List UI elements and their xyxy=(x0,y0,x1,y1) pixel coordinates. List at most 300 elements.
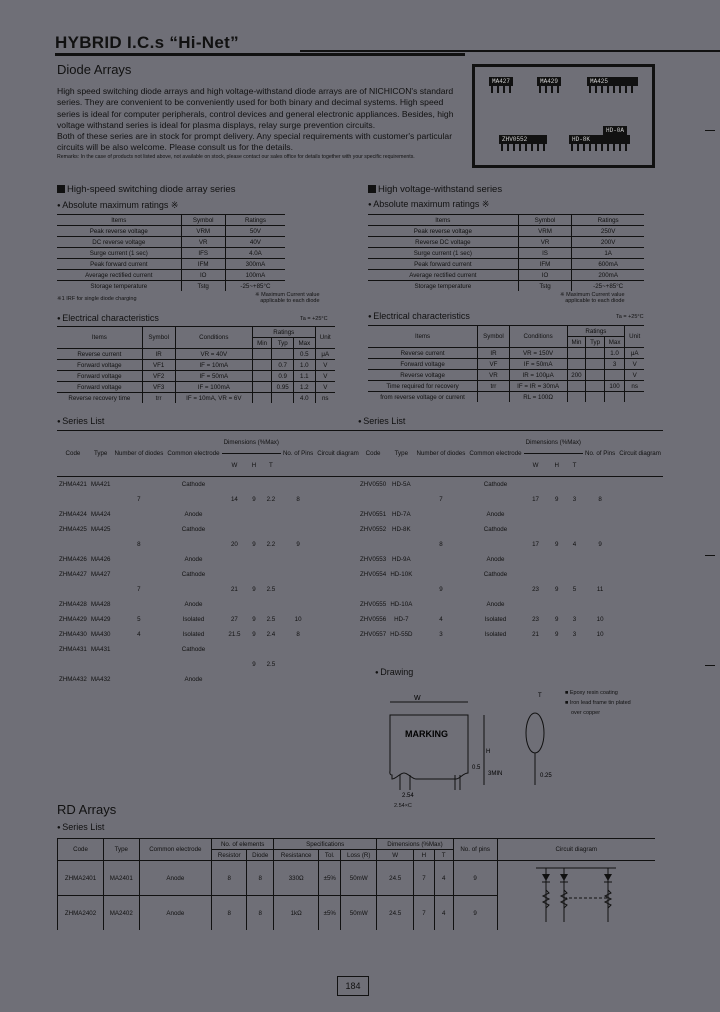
table-cell xyxy=(281,522,315,537)
table-cell xyxy=(524,597,548,612)
table-cell: 3 xyxy=(572,631,577,638)
table-cell xyxy=(247,507,261,522)
table-row xyxy=(57,281,285,292)
chip-image: ZHV0552 xyxy=(499,135,547,144)
table-row xyxy=(358,627,663,642)
table-cell: VF1 xyxy=(142,360,175,371)
table-cell: Reverse recovery time xyxy=(57,393,142,404)
table-cell: Time required for recovery xyxy=(368,381,478,392)
title-rule xyxy=(55,53,465,56)
table-cell xyxy=(388,582,414,597)
table-cell: Circuit diagram xyxy=(497,839,655,861)
table-cell: V xyxy=(315,371,335,382)
table-cell: Common electrode xyxy=(165,431,221,477)
table-row xyxy=(358,567,663,582)
table-cell: T xyxy=(261,454,281,477)
table-cell: IR xyxy=(478,348,510,359)
table-cell: Items xyxy=(57,327,142,349)
table-cell: 10 xyxy=(596,631,604,638)
table-cell: IS xyxy=(518,248,572,259)
table-cell: MA431 xyxy=(90,646,111,653)
table-cell: Reverse DC voltage xyxy=(368,237,518,248)
chip-image: HD-8K xyxy=(569,135,630,144)
table-cell: H xyxy=(547,454,566,477)
table-cell: Peak reverse voltage xyxy=(57,226,181,237)
table-cell: 23 xyxy=(532,616,539,623)
chip-image: MA425 xyxy=(587,77,638,86)
table-cell: 8 xyxy=(598,496,602,503)
table-cell: 23 xyxy=(532,586,539,593)
table-cell: Anode xyxy=(184,511,203,518)
hs-series-title: ● Series List xyxy=(57,416,104,426)
table-cell xyxy=(247,672,261,687)
table-cell xyxy=(617,537,663,552)
table-row xyxy=(358,431,663,454)
table-cell xyxy=(315,642,361,657)
table-cell: Ratings xyxy=(572,215,644,226)
table-cell: 9 xyxy=(252,661,256,668)
table-cell xyxy=(583,522,617,537)
table-cell: Unit xyxy=(315,327,335,349)
table-cell: Min xyxy=(567,337,586,348)
table-row xyxy=(57,537,361,552)
table-cell xyxy=(89,537,113,552)
table-cell: IR = 100μA xyxy=(509,370,567,381)
table-cell: 330Ω xyxy=(274,861,319,896)
table-cell xyxy=(567,392,586,403)
rd-circuit-diagram xyxy=(497,861,655,931)
table-cell: Symbol xyxy=(142,327,175,349)
table-cell: Type xyxy=(89,431,113,477)
table-row xyxy=(358,612,663,627)
table-cell: 600mA xyxy=(572,259,644,270)
hs-abs-title: ● Absolute maximum ratings ※ xyxy=(57,200,178,211)
table-cell xyxy=(57,537,89,552)
hs-series-table xyxy=(57,430,361,687)
table-row xyxy=(57,477,361,493)
table-cell: Ratings xyxy=(225,215,285,226)
table-cell: T xyxy=(566,454,583,477)
table-cell: Cathode xyxy=(483,481,508,488)
table-cell xyxy=(247,522,261,537)
marking-label: MARKING xyxy=(405,729,448,739)
table-row xyxy=(57,327,335,338)
dim-t: T xyxy=(538,693,542,699)
table-row xyxy=(358,537,663,552)
table-cell: Anode xyxy=(486,556,505,563)
table-cell xyxy=(57,492,89,507)
table-cell xyxy=(583,477,617,493)
table-cell xyxy=(222,552,248,567)
table-cell xyxy=(222,672,248,687)
margin-mark xyxy=(705,665,715,666)
table-cell: Common electrode xyxy=(467,431,523,477)
table-cell: ZHMA2401 xyxy=(58,861,104,896)
table-cell xyxy=(547,552,566,567)
table-row xyxy=(57,672,361,687)
table-cell: MA426 xyxy=(90,556,111,563)
table-cell xyxy=(253,382,272,393)
table-cell: 9 xyxy=(296,541,300,548)
table-cell: 3 xyxy=(572,496,577,503)
table-cell: ns xyxy=(315,393,335,404)
table-cell: Resistance xyxy=(274,850,319,861)
table-row xyxy=(57,248,285,259)
table-cell: H xyxy=(247,454,261,477)
table-cell xyxy=(261,642,281,657)
table-cell xyxy=(583,597,617,612)
chip-label: HD-0A xyxy=(603,126,627,135)
table-cell: Number of diodes xyxy=(415,431,468,477)
table-cell xyxy=(112,672,165,687)
table-cell xyxy=(89,657,113,672)
table-cell: 100 xyxy=(604,381,625,392)
table-cell: 8 xyxy=(212,896,247,931)
table-cell xyxy=(222,642,248,657)
table-cell: Anode xyxy=(486,601,505,608)
table-cell: Cathode xyxy=(181,526,206,533)
table-cell: IF = IR = 30mA xyxy=(509,381,567,392)
table-cell xyxy=(315,507,361,522)
table-cell xyxy=(261,567,281,582)
table-cell xyxy=(566,597,583,612)
table-cell: 8 xyxy=(296,631,300,638)
table-row xyxy=(57,642,361,657)
table-cell xyxy=(566,507,583,522)
table-cell: 200mA xyxy=(572,270,644,281)
table-cell xyxy=(586,381,604,392)
table-cell: Isolated xyxy=(484,631,507,638)
table-cell: 24.5 xyxy=(377,861,414,896)
table-cell: ZHV0550 xyxy=(360,481,387,488)
table-cell: 10 xyxy=(294,616,302,623)
table-cell: Average rectified current xyxy=(368,270,518,281)
table-cell: 8 xyxy=(247,896,274,931)
table-cell: trr xyxy=(478,381,510,392)
table-row xyxy=(368,326,644,337)
page-title: HYBRID I.C.s “Hi-Net” xyxy=(55,33,239,52)
note-line: ※ Maximum Current value xyxy=(560,292,625,298)
table-cell xyxy=(617,567,663,582)
table-cell: Cathode xyxy=(483,526,508,533)
table-row xyxy=(358,492,663,507)
table-row xyxy=(57,393,335,404)
table-cell: Reverse current xyxy=(368,348,478,359)
table-cell xyxy=(247,477,261,493)
table-cell: 250V xyxy=(572,226,644,237)
table-row xyxy=(57,582,361,597)
table-cell: V xyxy=(315,382,335,393)
table-cell: ZHMA426 xyxy=(59,556,87,563)
table-cell: ZHV0553 xyxy=(360,556,387,563)
table-cell xyxy=(253,349,272,360)
table-cell: Type xyxy=(388,431,414,477)
table-cell xyxy=(617,612,663,627)
table-cell xyxy=(315,492,361,507)
table-cell: μA xyxy=(315,349,335,360)
table-cell: Storage temperature xyxy=(57,281,181,292)
table-cell xyxy=(586,359,604,370)
drawing-note: over copper xyxy=(571,710,601,716)
table-cell: W xyxy=(524,454,548,477)
table-cell xyxy=(165,582,221,597)
table-row xyxy=(57,492,361,507)
table-cell: VRM xyxy=(518,226,572,237)
intro-paragraph-1: High speed switching diode arrays and high voltage-withstand diode arrays are of NICHICON's standard series. They are convenient to be conveniently used for both binary and decimal systems. High speed series is ideal for computer peripherals, control devices and general electronic appliances. Besides, high voltage withstand series is ideal for plasma displays, relay surge prevention circuits. xyxy=(57,86,454,130)
table-cell: Anode xyxy=(139,896,212,931)
table-cell xyxy=(524,522,548,537)
table-cell: HD-9A xyxy=(392,556,411,563)
table-cell: Cathode xyxy=(181,571,206,578)
table-cell: Dimensions (%Max) xyxy=(524,431,583,454)
table-cell: 4 xyxy=(137,631,141,638)
table-cell: 2.2 xyxy=(266,496,276,503)
table-cell: Average rectified current xyxy=(57,270,181,281)
title-rule-right xyxy=(300,50,720,52)
table-cell: 7 xyxy=(414,861,435,896)
table-cell: ZHMA424 xyxy=(59,511,87,518)
table-cell: MA429 xyxy=(90,616,111,623)
table-cell: 7 xyxy=(137,586,141,593)
table-row xyxy=(57,431,361,454)
table-row xyxy=(57,657,361,672)
hv-elec-title: ● Electrical characteristics xyxy=(368,311,470,321)
table-cell xyxy=(617,627,663,642)
table-cell xyxy=(315,657,361,672)
table-row xyxy=(57,349,335,360)
table-cell: 8 xyxy=(296,496,300,503)
table-cell: 9 xyxy=(554,496,559,503)
hv-elec-cond: Ta = +25°C xyxy=(616,314,644,320)
table-cell xyxy=(247,552,261,567)
table-cell: ZHMA432 xyxy=(59,676,87,683)
table-cell: 2.5 xyxy=(266,616,276,623)
table-cell: Surge current (1 sec) xyxy=(368,248,518,259)
table-cell xyxy=(261,552,281,567)
table-row xyxy=(368,370,644,381)
table-cell: Anode xyxy=(184,601,203,608)
table-row xyxy=(57,382,335,393)
table-cell xyxy=(261,507,281,522)
table-row xyxy=(358,597,663,612)
table-cell: V xyxy=(625,359,644,370)
table-cell: 1.0 xyxy=(604,348,625,359)
table-cell xyxy=(566,552,583,567)
table-cell: Anode xyxy=(139,861,212,896)
table-row xyxy=(358,477,663,493)
table-cell xyxy=(547,597,566,612)
table-cell xyxy=(358,492,388,507)
table-cell xyxy=(617,492,663,507)
table-cell: Tstg xyxy=(518,281,572,292)
table-cell: IFM xyxy=(181,259,225,270)
table-cell xyxy=(57,582,89,597)
table-cell xyxy=(617,582,663,597)
table-cell: ns xyxy=(625,381,644,392)
table-cell: 0.9 xyxy=(272,371,294,382)
table-cell xyxy=(281,552,315,567)
table-cell xyxy=(524,507,548,522)
table-cell: No. of Pins xyxy=(583,431,617,477)
table-cell xyxy=(315,627,361,642)
table-cell: Symbol xyxy=(518,215,572,226)
table-cell xyxy=(253,371,272,382)
table-cell: 4 xyxy=(434,861,453,896)
hs-elec-cond: Ta = +25°C xyxy=(300,316,328,322)
table-cell: 3 xyxy=(604,359,625,370)
table-cell xyxy=(547,522,566,537)
table-cell: Code xyxy=(358,431,388,477)
table-cell: Tol. xyxy=(319,850,341,861)
table-cell: RL = 100Ω xyxy=(509,392,567,403)
note-line: applicable to each diode xyxy=(260,298,320,304)
table-cell: ZHV0552 xyxy=(360,526,387,533)
table-cell: Loss (R) xyxy=(341,850,377,861)
table-cell: VF2 xyxy=(142,371,175,382)
table-cell: V xyxy=(315,360,335,371)
table-cell xyxy=(315,522,361,537)
table-row xyxy=(57,259,285,270)
table-row xyxy=(57,612,361,627)
hs-abs-table xyxy=(57,214,285,291)
table-cell: No. of pins xyxy=(453,839,497,861)
table-cell: DC reverse voltage xyxy=(57,237,181,248)
table-cell xyxy=(547,567,566,582)
table-cell: ZHMA2402 xyxy=(58,896,104,931)
hv-series-table xyxy=(358,430,663,642)
circuit-diagram-icon xyxy=(516,862,636,928)
table-cell: 9 xyxy=(598,541,602,548)
table-cell: MA2401 xyxy=(104,861,140,896)
table-cell xyxy=(315,672,361,687)
table-cell: ZHMA429 xyxy=(59,616,87,623)
table-cell: 4 xyxy=(439,616,443,623)
table-cell: 0.95 xyxy=(272,382,294,393)
table-cell: ZHMA421 xyxy=(59,481,87,488)
table-cell: VR = 150V xyxy=(509,348,567,359)
hs-abs-note: ※1 IRF for single diode charging xyxy=(57,296,137,302)
table-cell: 4 xyxy=(572,541,577,548)
table-cell: ZHMA430 xyxy=(59,631,87,638)
table-cell: Typ xyxy=(272,338,294,349)
table-cell xyxy=(222,507,248,522)
table-row xyxy=(57,371,335,382)
hs-abs-note-right xyxy=(255,292,320,304)
drawing-note: ■ Epoxy resin coating xyxy=(565,690,618,696)
table-row xyxy=(57,597,361,612)
table-cell xyxy=(261,597,281,612)
table-cell xyxy=(272,349,294,360)
table-cell: ZHMA431 xyxy=(59,646,87,653)
chip-image: MA427 xyxy=(489,77,513,86)
table-cell: ZHMA427 xyxy=(59,571,87,578)
table-cell: 3 xyxy=(572,616,577,623)
table-cell xyxy=(358,537,388,552)
table-cell xyxy=(222,477,248,493)
table-row xyxy=(368,348,644,359)
table-row xyxy=(368,281,644,292)
table-cell: Code xyxy=(57,431,89,477)
table-cell: 100mA xyxy=(225,270,285,281)
table-cell: VR = 40V xyxy=(175,349,252,360)
table-row xyxy=(368,237,644,248)
table-row xyxy=(57,237,285,248)
intro-note: Remarks: In the case of products not listed above, not available on stock, please contact our sales office for details together with your specific requirements. xyxy=(57,153,415,160)
table-cell xyxy=(524,477,548,493)
table-cell: ZHV0555 xyxy=(360,601,387,608)
table-cell xyxy=(281,567,315,582)
hv-section-title: High voltage-withstand series xyxy=(368,184,502,195)
table-cell: 7 xyxy=(137,496,141,503)
table-cell: Tstg xyxy=(181,281,225,292)
table-cell: IF = 50mA xyxy=(175,371,252,382)
table-cell: VF3 xyxy=(142,382,175,393)
table-cell: Circuit diagram xyxy=(315,431,361,477)
table-cell xyxy=(89,492,113,507)
table-cell: 9 xyxy=(439,586,443,593)
table-cell xyxy=(566,567,583,582)
table-row xyxy=(368,259,644,270)
table-cell xyxy=(467,537,523,552)
drawing-caption: 2.54×C xyxy=(394,803,412,809)
table-cell: Typ xyxy=(586,337,604,348)
table-cell xyxy=(222,657,248,672)
table-cell: W xyxy=(377,850,414,861)
table-cell xyxy=(358,582,388,597)
table-cell: 50mW xyxy=(341,861,377,896)
drawing-notes xyxy=(565,688,631,718)
table-cell: 7 xyxy=(439,496,443,503)
hs-section-title: High-speed switching diode array series xyxy=(57,184,235,195)
table-cell: Ratings xyxy=(567,326,625,337)
table-cell: HD-10K xyxy=(390,571,413,578)
table-cell: 9 xyxy=(554,616,559,623)
table-cell: 11 xyxy=(596,586,604,593)
table-cell: 27 xyxy=(230,616,238,623)
table-cell xyxy=(253,393,272,404)
table-cell: VR xyxy=(478,370,510,381)
table-cell: μA xyxy=(625,348,644,359)
table-row xyxy=(368,381,644,392)
table-cell: No. of elements xyxy=(212,839,274,850)
table-cell: Dimensions (%Max) xyxy=(377,839,454,850)
table-cell xyxy=(415,522,468,537)
table-cell: MA432 xyxy=(90,676,111,683)
table-cell: IF = 50mA xyxy=(509,359,567,370)
table-cell: Conditions xyxy=(175,327,252,349)
table-cell: Reverse current xyxy=(57,349,142,360)
table-cell: 8 xyxy=(137,541,141,548)
table-cell: 2.5 xyxy=(266,661,276,668)
table-cell: IF = 10mA xyxy=(175,360,252,371)
table-cell: 1A xyxy=(572,248,644,259)
table-cell: Cathode xyxy=(181,646,206,653)
table-cell: 1.1 xyxy=(294,371,315,382)
dim-pitch: 2.54 xyxy=(402,793,414,799)
table-cell xyxy=(604,370,625,381)
table-cell: 9 xyxy=(554,541,559,548)
table-cell: 10 xyxy=(596,616,604,623)
table-cell: 9 xyxy=(554,586,559,593)
table-cell xyxy=(112,552,165,567)
dim-min: 3MIN xyxy=(488,771,503,777)
table-cell: IO xyxy=(181,270,225,281)
table-cell xyxy=(112,507,165,522)
table-cell: 9 xyxy=(554,631,559,638)
table-cell: VRM xyxy=(181,226,225,237)
table-cell: Isolated xyxy=(484,616,507,623)
table-cell xyxy=(247,597,261,612)
